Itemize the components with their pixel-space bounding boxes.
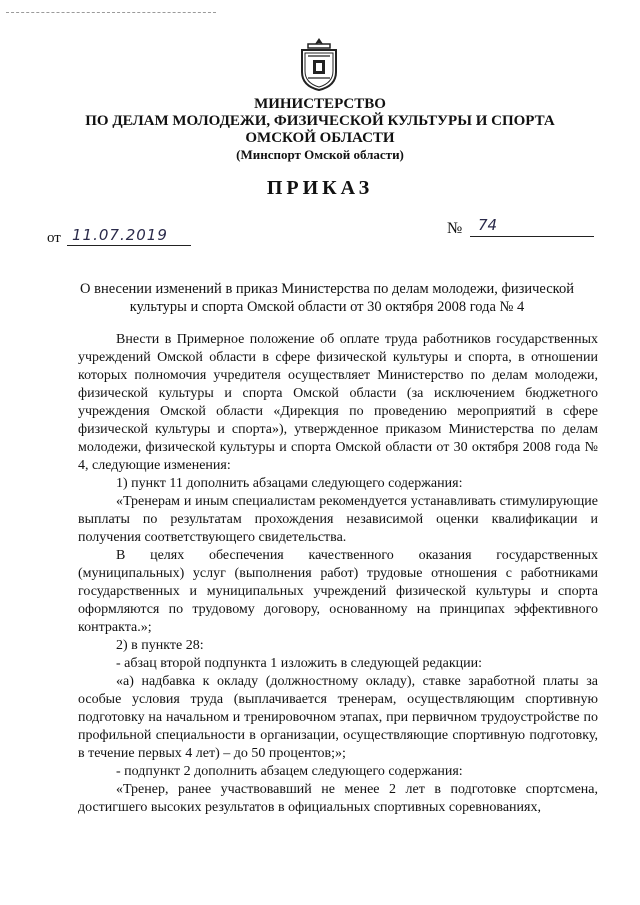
order-body [78, 331, 598, 817]
number-value: 74 [478, 216, 498, 234]
ministry-name-line-3: ОМСКОЙ ОБЛАСТИ [245, 130, 395, 146]
body-paragraph: «Тренерам и иным специалистам рекомендуется устанавливать стимулирующие выплаты по результатам прохождения независимой оценки квалификации и получения соответствующего свидетельства. [78, 494, 598, 545]
date-value: 11.07.2019 [72, 226, 168, 244]
body-paragraph: «Тренер, ранее участвовавший не менее 2 лет в подготовке спортсмена, достигшего высоких результатов в официальных спортивных соревнованиях, [78, 782, 598, 815]
body-paragraph: - абзац второй подпункта 1 изложить в следующей редакции: [116, 656, 483, 671]
coat-of-arms-icon [296, 36, 342, 92]
body-paragraph: Внести в Примерное положение об оплате труда работников государственных учреждений Омской области в сфере физической культуры и спорта, в отношении которых полномочия учредителя осуществляет Министерство по делам молодежи, физической культуры и спорта Омской области (за исключением бюджетного учреждения Омской области «Дирекция по проведению мероприятий в сфере физической культуры и спорта»), утвержденное приказом Министерства по делам молодежи, физической культуры и спорта Омской области от 30 октября 2008 года № 4, следующие изменения: [78, 332, 598, 473]
number-label: № [447, 220, 463, 237]
body-paragraph: 1) пункт 11 дополнить абзацами следующего содержания: [116, 476, 463, 491]
document-title: ПРИКАЗ [266, 177, 374, 199]
body-paragraph: «а) надбавка к окладу (должностному окладу), ставке заработной платы за особые условия труда (выплачивается тренерам, осуществляющим спортивную подготовку на начальном и тренировочном этапах, при первичном трудоустройстве по профильной специальности в организации, осуществляющие спортивную подготовку, в течение первых 4 лет) – до 50 процентов;»; [78, 674, 598, 761]
number-underline [470, 236, 594, 237]
ministry-name-line-1: МИНИСТЕРСТВО [254, 96, 386, 112]
body-paragraph: В целях обеспечения качественного оказания государственных (муниципальных) услуг (выполнения работ) трудовые отношения с работниками государственных и муниципальных учреждений физической культуры и спорта оформляются по трудовому договору, основанному на принципах эффективного контракта.»; [78, 548, 598, 635]
scan-artifact-line [6, 12, 216, 13]
body-paragraph: 2) в пункте 28: [116, 638, 204, 653]
ministry-name-line-2: ПО ДЕЛАМ МОЛОДЕЖИ, ФИЗИЧЕСКОЙ КУЛЬТУРЫ И СПОРТА [85, 113, 555, 129]
date-underline [67, 245, 191, 246]
date-label: от [47, 230, 61, 246]
body-paragraph: - подпункт 2 дополнить абзацем следующего содержания: [116, 764, 463, 779]
ministry-short-name: (Минспорт Омской области) [236, 147, 404, 162]
order-subject: О внесении изменений в приказ Министерства по делам молодежи, физической культуры и спорта Омской области от 30 октября 2008 года № 4 [80, 281, 574, 315]
